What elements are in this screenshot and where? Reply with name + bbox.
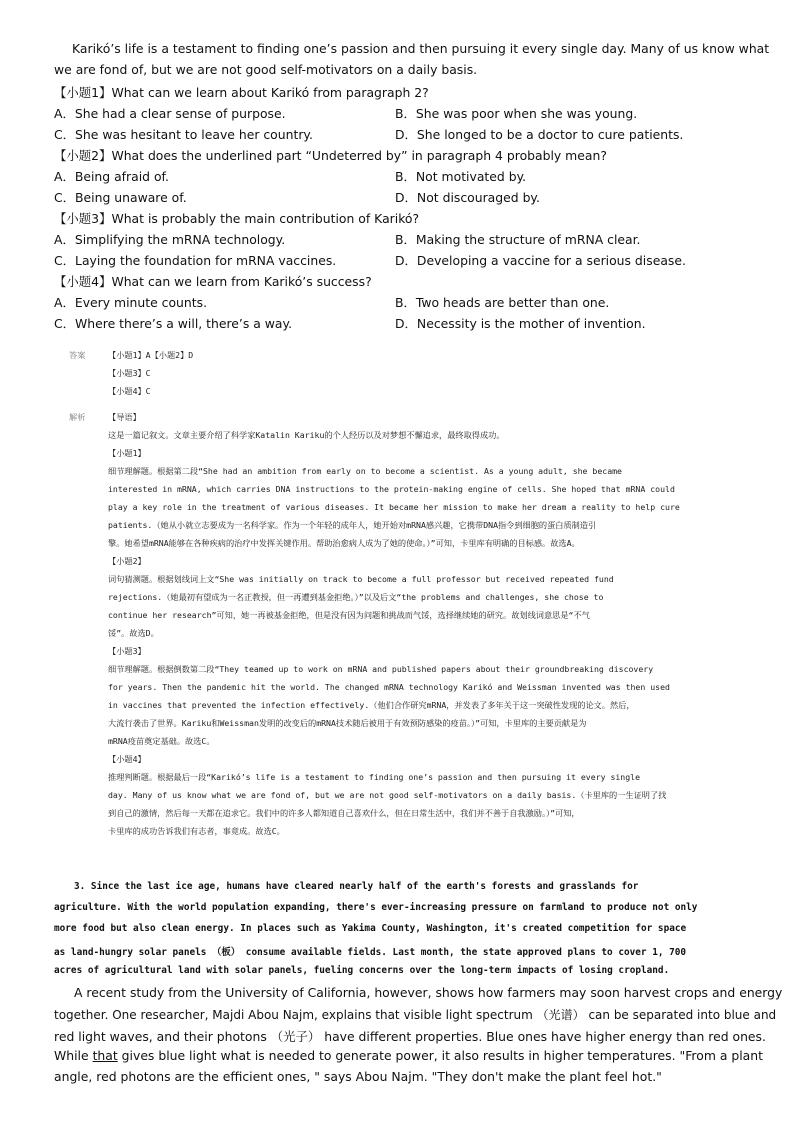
analysis-line: continue her research”可知，她一再被基金拒绝，但是没有因为问题和挑战而气馁，选择继续她的研究。故划线词意思是“不气 [108,610,590,620]
passage3-line: agriculture. With the world population expanding, there's ever-increasing pressure on farmland to produce not only [54,902,698,913]
analysis-line: 细节理解题。根据第二段“She had an ambition from early on to become a scientist. As a young adult, she became [108,466,622,476]
question-stem: 【小题4】What can we learn from Karikó’s success? [54,274,372,289]
analysis-line: 擎。她希望mRNA能够在各种疾病的治疗中发挥关键作用。帮助治愈病人成为了她的使命。）”可知，卡里库有明确的目标感。故选A。 [108,538,580,548]
analysis-line: 【小题1】 [108,448,146,458]
analysis-line: in vaccines that prevented the infection effectively.（他们合作研究mRNA，并发表了多年关于这一突破性发现的论文。然后， [108,700,635,710]
analysis-line: 【小题3】 [108,646,146,656]
analysis-line: play a key role in the treatment of various diseases. It became her mission to make her dream a reality to help cure [108,502,680,512]
passage3-paragraph2-line: angle, red photons are the efficient ones, " says Abou Najm. "They don't make the plant feel hot." [54,1069,662,1084]
analysis-line: 到自己的激情，然后每一天都在追求它。我们中的许多人都知道自己喜欢什么，但在日常生活中，我们并不善于自我激励。）”可知， [108,808,580,818]
analysis-line: mRNA疫苗奠定基础。故选C。 [108,736,215,746]
answer-line: 【小题4】C [108,386,151,396]
option-a: A．Being afraid of. [54,169,169,184]
passage3-paragraph2-line: A recent study from the University of California, however, shows how farmers may soon harvest crops and energy [74,985,783,1000]
option-c: C．She was hesitant to leave her country. [54,127,313,142]
answer-line: 【小题3】C [108,368,151,378]
analysis-line: 细节理解题。根据倒数第二段“They teamed up to work on mRNA and published papers about their groundbreaking discovery [108,664,654,674]
option-d: D．She longed to be a doctor to cure patients. [395,127,684,142]
question-stem: 【小题1】What can we learn about Karikó from paragraph 2? [54,85,429,100]
analysis-line: 【导语】 [108,412,141,422]
analysis-line: 大流行袭击了世界。Kariku和Weissman发明的改变后的mRNA技术随后被用于有效预防感染的疫苗。）”可知，卡里库的主要贡献是为 [108,718,587,728]
analysis-line: 卡里库的成功告诉我们有志者，事竟成。故选C。 [108,826,285,836]
option-d: D．Necessity is the mother of invention. [395,316,646,331]
option-a: A．Every minute counts. [54,295,208,310]
underlined-word: that [92,1048,118,1063]
analysis-line: 推理判断题。根据最后一段“Karikó’s life is a testament to finding one’s passion and then pursuing it every single [108,772,641,782]
passage3-line: as land-hungry solar panels （板） consume available fields. Last month, the state approved plans to cover 1, 700 [54,947,687,958]
option-d: D．Developing a vaccine for a serious disease. [395,253,686,268]
option-d: D．Not discouraged by. [395,190,540,205]
answer-line: 【小题1】A【小题2】D [108,350,194,360]
answer-label: 答案 [69,350,86,360]
option-b: B．She was poor when she was young. [395,106,638,121]
passage3-paragraph2-line [54,1048,763,1063]
option-b: B．Not motivated by. [395,169,527,184]
analysis-line: for years. Then the pandemic hit the world. The changed mRNA technology Karikó and Weissman invented was then used [108,682,670,692]
option-b: B．Two heads are better than one. [395,295,610,310]
analysis-line: patients.（她从小就立志要成为一名科学家。作为一个年轻的成年人，她开始对mRNA感兴趣，它携带DNA指令到细胞的蛋白质制造引 [108,520,597,530]
text-segment: gives blue light what is needed to generate power, it also results in higher temperatures. "From a plant [117,1048,763,1063]
analysis-line: 【小题4】 [108,754,146,764]
passage3-line: 3. Since the last ice age, humans have cleared nearly half of the earth's forests and grasslands for [74,881,639,892]
analysis-line: day. Many of us know what we are fond of, but we are not good self-motivators on a daily basis.（卡里库的一生证明了找 [108,790,667,800]
passage3-paragraph2-line: together. One researcher, Majdi Abou Najm, explains that visible light spectrum （光谱） can be separated into blue and [54,1008,777,1022]
passage3-line: acres of agricultural land with solar panels, fueling concerns over the long-term impacts of losing cropland. [54,965,670,976]
analysis-line: 这是一篇记叙文。文章主要介绍了科学家Katalin Kariku的个人经历以及对梦想不懈追求，最终取得成功。 [108,430,505,440]
analysis-line: 馁”。故选D。 [108,628,159,638]
analysis-line: 【小题2】 [108,556,146,566]
question-stem: 【小题3】What is probably the main contribution of Karikó? [54,211,420,226]
question-stem: 【小题2】What does the underlined part “Undeterred by” in paragraph 4 probably mean? [54,148,607,163]
passage-line: Karikó’s life is a testament to finding one’s passion and then pursuing it every single day. Many of us know what [72,41,770,56]
option-a: A．She had a clear sense of purpose. [54,106,286,121]
option-b: B．Making the structure of mRNA clear. [395,232,641,247]
analysis-line: rejections.（她最初有望成为一名正教授，但一再遭到基金拒绝。）”以及后文“the problems and challenges, she chose to [108,592,604,602]
option-c: C．Laying the foundation for mRNA vaccines. [54,253,337,268]
option-a: A．Simplifying the mRNA technology. [54,232,286,247]
option-c: C．Where there’s a will, there’s a way. [54,316,293,331]
analysis-line: 词句猜测题。根据划线词上文“She was initially on track to become a full professor but received repeated fund [108,574,614,584]
passage3-line: more food but also clean energy. In places such as Yakima County, Washington, it's created competition for space [54,923,687,934]
passage3-paragraph2-line: red light waves, and their photons （光子） have different properties. Blue ones have higher energy than red ones. [54,1029,766,1044]
text-segment: While [54,1048,93,1063]
passage-line: we are fond of, but we are not good self-motivators on a daily basis. [54,62,478,77]
analysis-label: 解析 [69,412,86,422]
analysis-line: interested in mRNA, which carries DNA instructions to the protein-making engine of cells. She hoped that mRNA could [108,484,675,494]
option-c: C．Being unaware of. [54,190,187,205]
